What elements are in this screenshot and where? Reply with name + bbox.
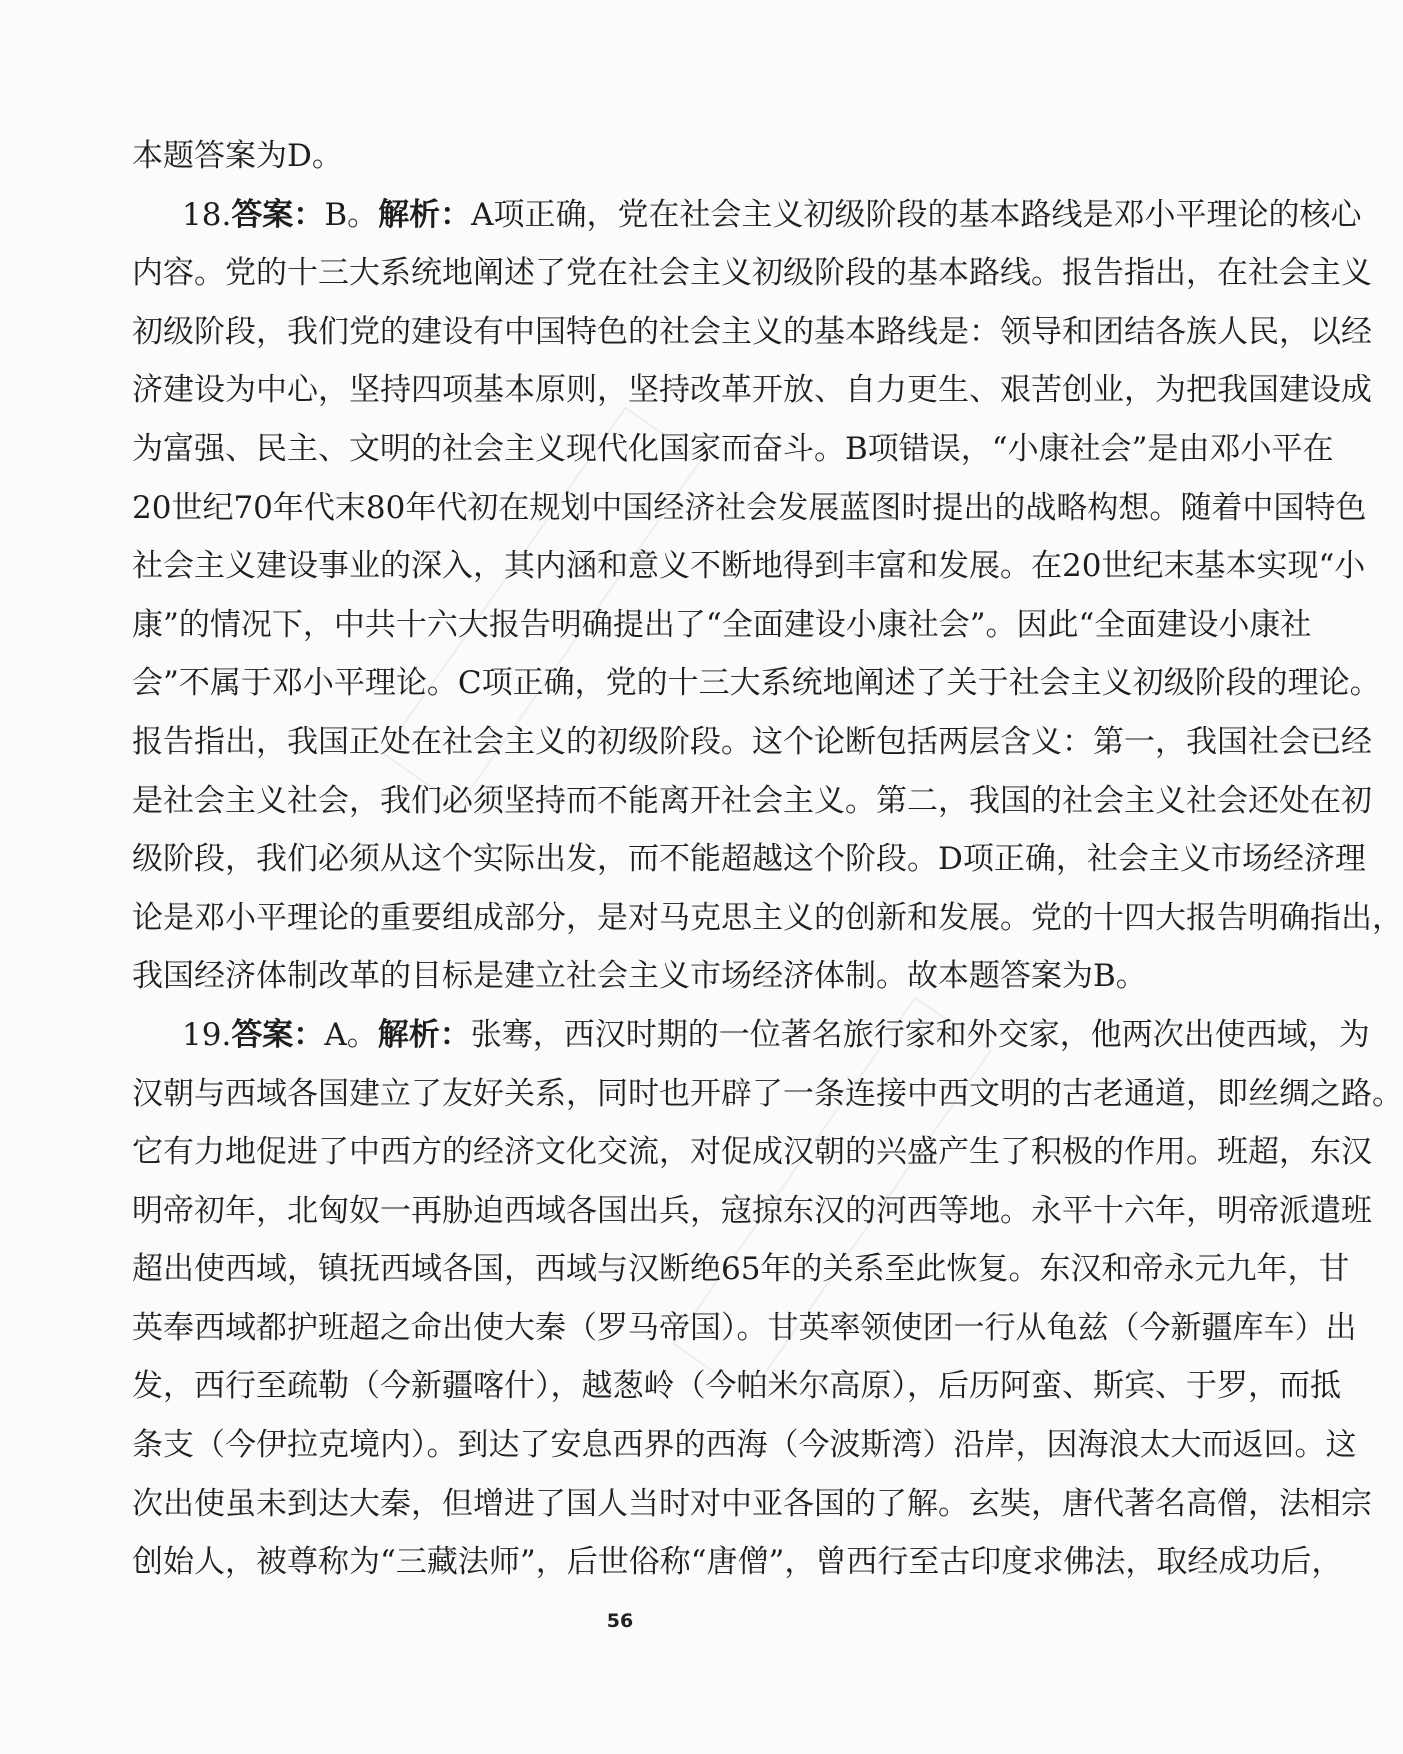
bold-label: 解析： [377,1016,471,1053]
text-line: 超出使西域，镇抚西域各国，西域与汉断绝65年的关系至此恢复。东汉和帝永元九年，甘 [132,1251,1350,1288]
text-segment: 19. [182,1016,232,1053]
text-segment: B。 [324,196,379,233]
text-line: 发，西行至疏勒（今新疆喀什），越葱岭（今帕米尔高原），后历阿蛮、斯宾、于罗，而抵 [132,1368,1341,1405]
text-line: 社会主义建设事业的深入，其内涵和意义不断地得到丰富和发展。在20世纪末基本实现“小 [132,548,1366,585]
text-line: 汉朝与西域各国建立了友好关系，同时也开辟了一条连接中西文明的古老通道，即丝绸之路。 [132,1075,1403,1112]
text-line: 济建设为中心，坚持四项基本原则，坚持改革开放、自力更生、艰苦创业，为把我国建设成 [132,372,1372,409]
paragraph [132,186,1403,1006]
text-line: 初级阶段，我们党的建设有中国特色的社会主义的基本路线是：领导和团结各族人民，以经 [132,313,1372,350]
bold-label: 答案： [231,1016,325,1053]
text-line [132,186,1362,245]
text-line: 会”不属于邓小平理论。C项正确，党的十三大系统地阐述了关于社会主义初级阶段的理论。 [132,665,1381,702]
text-line: 是社会主义社会，我们必须坚持而不能离开社会主义。第二，我国的社会主义社会还处在初 [132,782,1372,819]
text-segment: 张骞，西汉时期的一位著名旅行家和外交家，他两次出使西域，为 [470,1016,1370,1053]
paragraph [132,1006,1403,1592]
text-line: 论是邓小平理论的重要组成部分，是对马克思主义的创新和发展。党的十四大报告明确指出， [132,899,1403,936]
text-segment: A项正确，党在社会主义初级阶段的基本路线是邓小平理论的核心 [471,196,1362,233]
text-line: 次出使虽未到达大秦，但增进了国人当时对中亚各国的了解。玄奘，唐代著名高僧，法相宗 [132,1485,1372,1522]
body-text [132,127,1403,1592]
text-line: 报告指出，我国正处在社会主义的初级阶段。这个论断包括两层含义：第一，我国社会已经 [132,723,1372,760]
page-number: 56 [606,1610,634,1632]
text-line: 它有力地促进了中西方的经济文化交流，对促成汉朝的兴盛产生了积极的作用。班超，东汉 [132,1134,1372,1171]
bold-label: 答案： [231,196,325,233]
text-line: 本题答案为D。 [132,138,343,174]
paragraph [132,127,1140,186]
text-line: 条支（今伊拉克境内）。到达了安息西界的西海（今波斯湾）沿岸，因海浪太大而返回。这 [132,1427,1357,1464]
text-line: 内容。党的十三大系统地阐述了党在社会主义初级阶段的基本路线。报告指出，在社会主义 [132,255,1372,292]
text-line: 英奉西域都护班超之命出使大秦（罗马帝国）。甘英率领使团一行从龟兹（今新疆库车）出 [132,1309,1357,1346]
bold-label: 解析： [378,196,472,233]
text-line: 创始人，被尊称为“三藏法师”，后世俗称“唐僧”，曾西行至古印度求佛法，取经成功后， [132,1544,1343,1581]
text-line: 为富强、民主、文明的社会主义现代化国家而奋斗。B项错误，“小康社会”是由邓小平在 [132,430,1334,467]
text-line [132,1006,1370,1065]
text-line: 级阶段，我们必须从这个实际出发，而不能超越这个阶段。D项正确，社会主义市场经济理 [132,841,1366,878]
text-segment: A。 [324,1016,378,1053]
text-line: 我国经济体制改革的目标是建立社会主义市场经济体制。故本题答案为B。 [132,958,1147,995]
text-line: 康”的情况下，中共十六大报告明确提出了“全面建设小康社会”。因此“全面建设小康社 [132,606,1312,643]
text-line: 20世纪70年代末80年代初在规划中国经济社会发展蓝图时提出的战略构想。随着中国特色 [132,489,1367,526]
text-line: 明帝初年，北匈奴一再胁迫西域各国出兵，寇掠东汉的河西等地。永平十六年，明帝派遣班 [132,1192,1372,1229]
text-segment: 18. [182,196,232,233]
